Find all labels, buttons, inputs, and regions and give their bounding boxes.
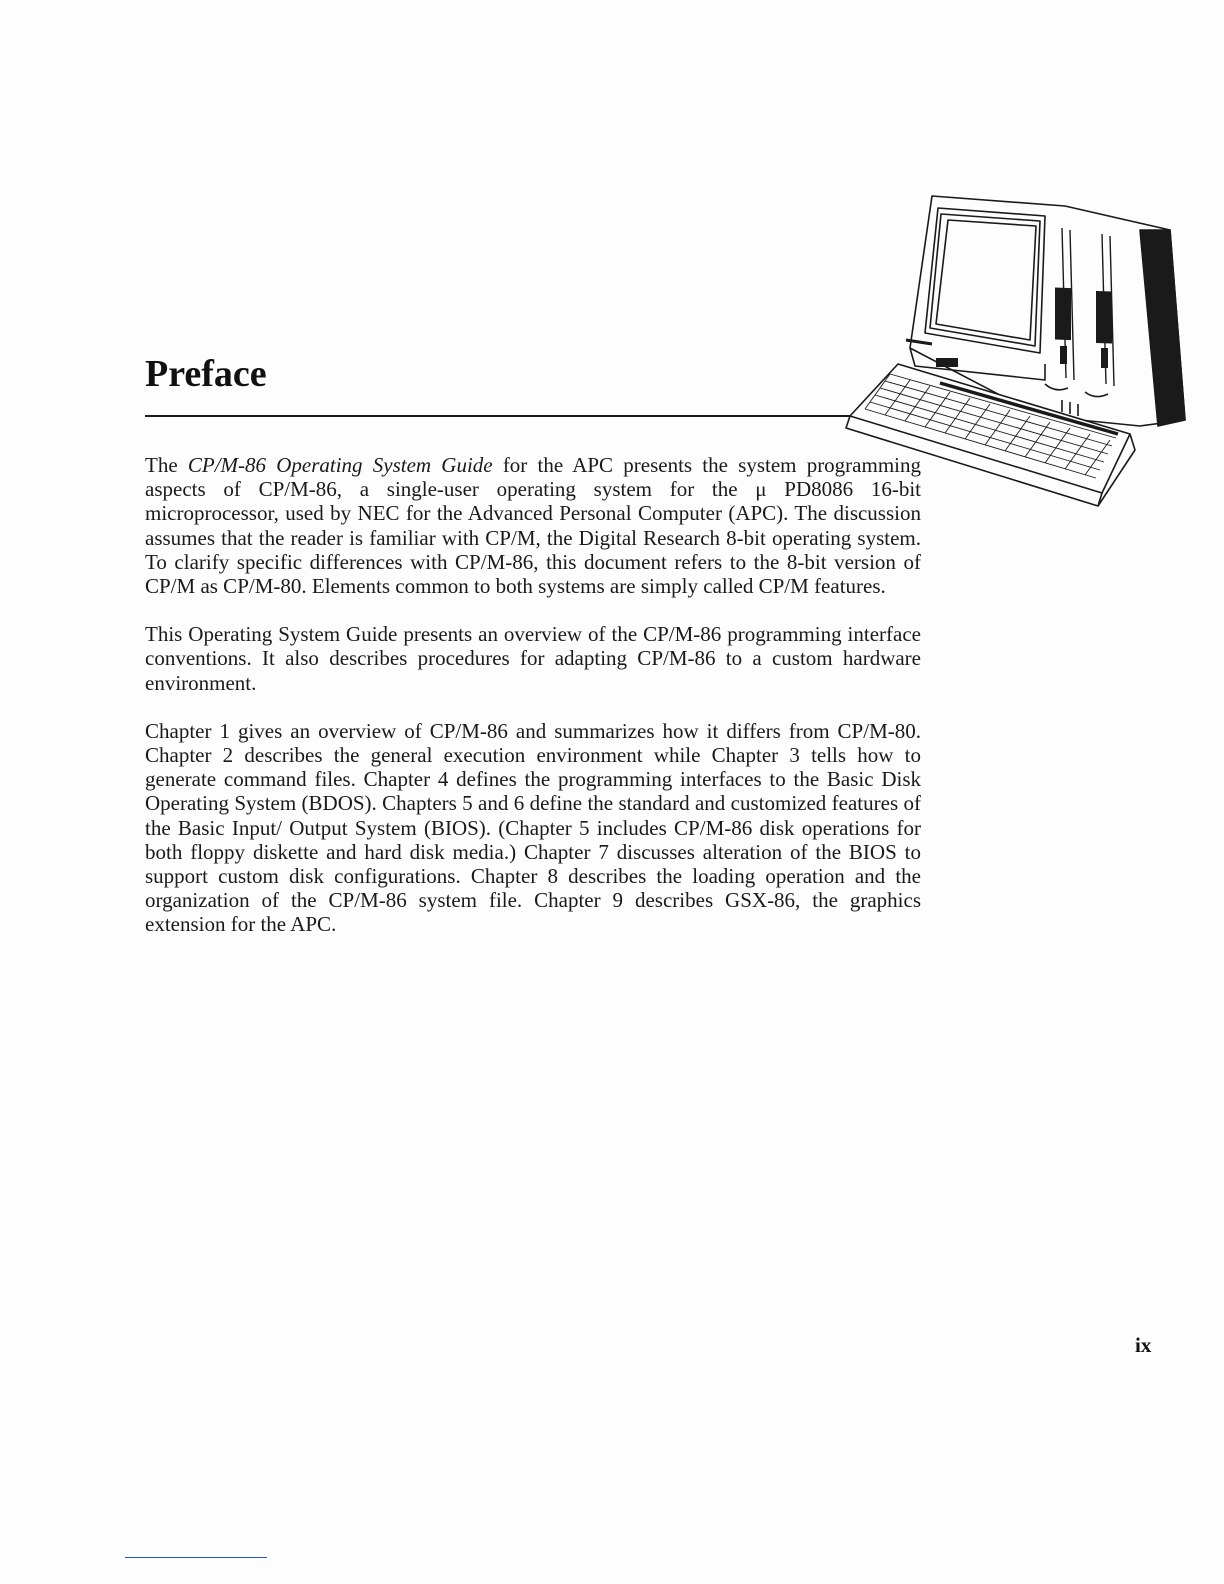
paragraph-intro-rest: for the APC presents the system programming aspects of CP/M-86, a single-user operating system for the μ PD8086 16-bit microprocessor, used by NEC for the Advanced Personal Computer (APC). The discussion assumes that the reader is familiar with CP/M, the Digital Research 8-bit operating system. To clarify specific differences with CP/M-86, this document refers to the 8-bit version of CP/M as CP/M-80. Elements common to both systems are simply called CP/M features. bbox=[145, 453, 921, 599]
preface-body bbox=[145, 453, 921, 961]
paragraph-chapters: Chapter 1 gives an overview of CP/M-86 and summarizes how it differs from CP/M-80. Chapter 2 describes the general execution environment while Chapter 3 tells how to generate command files. Chapter 4 defines the programming interfaces to the Basic Disk Operating System (BDOS). Chapters 5 and 6 define the standard and customized features of the Basic Input/ Output System (BIOS). (Chapter 5 includes CP/M-86 disk operations for both floppy diskette and hard disk media.) Chapter 7 discusses alteration of the BIOS to support custom disk configurations. Chapter 8 describes the loading operation and the organization of the CP/M-86 system file. Chapter 9 describes GSX-86, the graphics extension for the APC. bbox=[145, 718, 921, 937]
title-rule bbox=[145, 415, 850, 417]
guide-title-italic: CP/M-86 Operating System Guide bbox=[187, 453, 493, 477]
bottom-rule bbox=[125, 1557, 267, 1558]
paragraph-intro-lead: The bbox=[145, 453, 188, 477]
paragraph-overview: This Operating System Guide presents an overview of the CP/M-86 programming interface conventions. It also describes procedures for adapting CP/M-86 to a custom hardware environment. bbox=[145, 622, 921, 695]
page-title: Preface bbox=[145, 353, 267, 395]
page-number: ix bbox=[1135, 1333, 1152, 1357]
paragraph-intro bbox=[145, 453, 921, 598]
